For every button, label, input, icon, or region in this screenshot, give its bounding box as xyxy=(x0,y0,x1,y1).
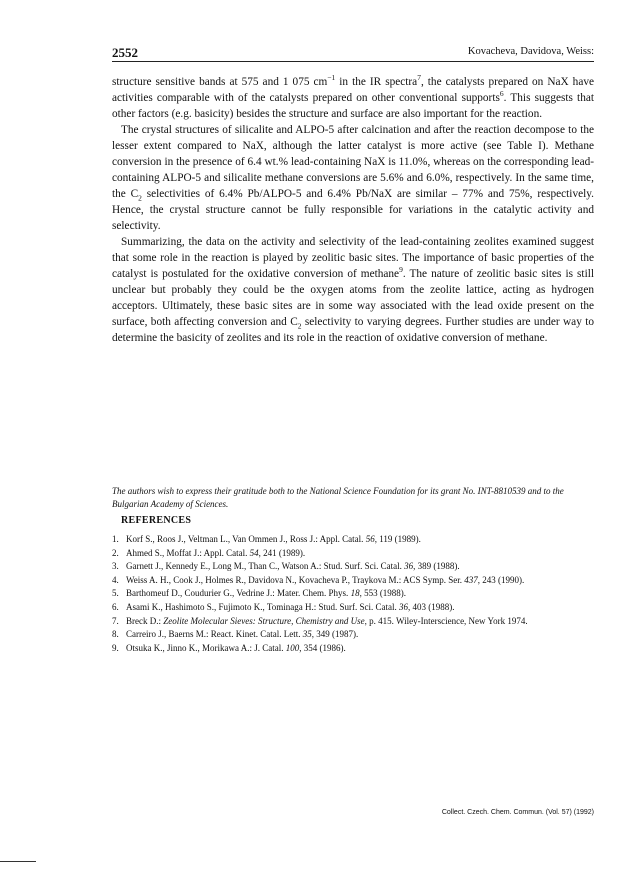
reference-item: 4. Weiss A. H., Cook J., Holmes R., Davidova N., Kovacheva P., Traykova M.: ACS Symp. Ser. 437, 243 (1990). xyxy=(112,574,525,585)
bottom-edge-mark xyxy=(0,861,36,862)
reference-item: 1. Korf S., Roos J., Veltman L., Van Ommen J., Ross J.: Appl. Catal. 56, 119 (1989). xyxy=(112,534,421,544)
reference-list xyxy=(112,533,594,655)
paragraph-3: Summarizing, the data on the activity and selectivity of the lead-containing zeolites examined suggest that some role in the reaction is played by zeolitic basic sites. The importance of basic properties of the catalyst is postulated for the oxidative conversion of methane$^9$. The nature of zeolitic basic sites is still unclear but probably they could be the oxygen atoms from the zeolite lattice, acting as hydrogen acceptors. Ultimately, these basic sites are in some way associated with the lead oxide present on the surface, both affecting conversion and $C_2$ selectivity to varying degrees. Further studies are under way to determine the basicity of zeolites and its role in the reaction of oxidative conversion of methane. xyxy=(112,236,594,344)
reference-item: 9. Otsuka K., Jinno K., Morikawa A.: J. Catal. 100, 354 (1986). xyxy=(112,642,346,653)
paragraph-1: structure sensitive bands at 575 and 1 075 $cm^{-1}$ in the IR spectra$^7$, the catalysts prepared on NaX have activities comparable with of the catalysts prepared on other conventional supports$^6$. This suggests that other factors (e.g. basicity) besides the structure and surface are also important for the reaction. xyxy=(112,73,595,120)
page-header xyxy=(112,45,594,59)
reference-item: 2. Ahmed S., Moffat J.: Appl. Catal. 54, 241 (1989). xyxy=(112,547,306,558)
reference-item: 6. Asami K., Hashimoto S., Fujimoto K., Tominaga H.: Stud. Surf. Sci. Catal. 36, 403 (1988). xyxy=(112,601,455,612)
page-number: 2552 xyxy=(112,45,138,60)
references-heading: REFERENCES xyxy=(121,515,192,526)
reference-item: 3. Garnett J., Kennedy E., Long M., Than C., Watson A.: Stud. Surf. Sci. Catal. 36, 389 (1988). xyxy=(112,561,460,572)
reference-item: 7. Breck D.: Zeolite Molecular Sieves: Structure, Chemistry and Use, p. 415. Wiley-Interscience, New York 1974. xyxy=(112,615,528,626)
reference-item: 5. Barthomeuf D., Coudurier G., Vedrine J.: Mater. Chem. Phys. 18, 553 (1988). xyxy=(112,588,407,599)
journal-footer: Collect. Czech. Chem. Commun. (Vol. 57) (1992) xyxy=(441,809,594,816)
body-text xyxy=(112,74,594,346)
paragraph-2: The crystal structures of silicalite and ALPO-5 after calcination and after the reaction decompose to the lesser extent compared to NaX, although the latter catalyst is more active (see Table I). Methane conversion in the presence of 6.4 wt.% lead-containing NaX is 11.0%, whereas on the corresponding lead-containing ALPO-5 and silicalite methane conversions are 5.6% and 6.0%, respectively. In the same time, the $C_2$ selectivities of 6.4% Pb/ALPO-5 and 6.4% Pb/NaX are similar – 77% and 75%, respectively. Hence, the crystal structure cannot be fully responsible for variations in the catalytic activity and selectivity. xyxy=(112,124,594,232)
acknowledgement: The authors wish to express their gratitude both to the National Science Foundation for its grant No. INT-8810539 and to the Bulgarian Academy of Sciences. xyxy=(112,486,564,509)
header-rule xyxy=(112,61,594,62)
running-head: Kovacheva, Davidova, Weiss: xyxy=(467,46,594,57)
reference-item: 8. Carreiro J., Baerns M.: React. Kinet. Catal. Lett. 35, 349 (1987). xyxy=(112,629,359,640)
